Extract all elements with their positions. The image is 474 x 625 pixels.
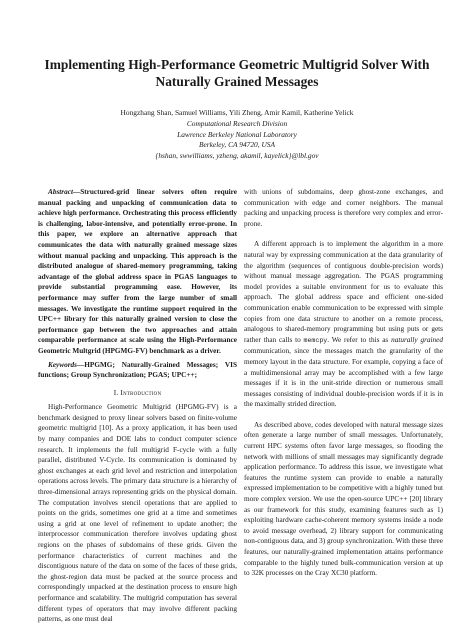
author-block: [40, 108, 434, 162]
right-column: [244, 187, 443, 579]
keywords-label: Keywords: [48, 360, 77, 369]
author-lab: Lawrence Berkeley National Laboratory: [177, 129, 297, 139]
intro-paragraph-2-part-b: . We refer to this as: [327, 335, 392, 344]
section-heading-introduction: I. Introduction: [113, 388, 162, 397]
author-names: Hongzhang Shan, Samuel Williams, Yili Zheng, Amir Kamil, Katherine Yelick: [120, 108, 354, 117]
left-column: [38, 187, 237, 625]
keywords-text: HPGMG; Naturally-Grained Messages; VIS functions; Group Synchronization; PGAS; UPC++;: [38, 360, 237, 380]
paper-title: Implementing High-Performance Geometric Multigrid Solver With Naturally Grained Messages: [44, 57, 430, 89]
author-emails: {hshan, swwilliams, yzheng, akamil, kayelick}@lbl.gov: [155, 151, 319, 161]
intro-paragraph-1-continued: with unions of subdomains, deep ghost-zone exchanges, and communication with edge and corner neighbors. The manual packing and unpacking process is therefore very complex and error-prone.: [244, 188, 443, 228]
abstract: Abstract—Structured-grid linear solvers often require manual packing and unpacking of communication data to achieve high performance. Orchestrating this process efficiently is challenging, labor-intensive, and potentially error-prone. In this paper, we explore an alternative approach that communicates the data with naturally grained message sizes without manual packing and unpacking. This approach is the distributed analogue of shared-memory programming, taking advantage of the global address space in PGAS languages to provide substantial programming ease. However, its performance may suffer from the large number of small messages. We investigate the runtime support required in the UPC++ library for this naturally grained version to close the performance gap between the two approaches and attain comparable performance at scale using the High-Performance Geometric Multgrid (HPGMG-FV) benchmark as a driver.: [38, 188, 237, 355]
author-division: Computational Research Division: [186, 118, 288, 128]
intro-paragraph-2-part-c: communication, since the messages match the granularity of the memory layout in the data structure. For example, copying a face of a multidimensional array may be accomplished with a few large messages if it is in the unit-stride direction or numerous small messages consisting of individual double-precision words if it is in the maximally strided direction.: [244, 347, 443, 409]
intro-paragraph-2-part-a: A different approach is to implement the algorithm in a more natural way by expressing communication at the data granularity of the algorithm (sequences of contiguous double-precision words) without manual message aggregation. The PGAS programming model provides a suitable environment for us to evaluate this approach. The global address space and efficient one-sided communication enable communication to be expressed with simple copies from one data structure to another on a remote process, analogous to shared-memory programming but using puts or gets rather than calls to: [244, 240, 443, 344]
intro-paragraph-3: As described above, codes developed with natural message sizes often generate a large number of small messages. Unfortunately, current HPC systems often favor large messages, so flooding the network with millions of small messages may significantly degrade application performance. To address this issue, we investigate what features the runtime system can provide to enable a naturally expressed implementation to be competitive with a highly tuned but more complex version. We use the open-source UPC++ [20] library as our framework for this study, examining features such as 1) exploiting hardware cache-coherent memory systems inside a node to avoid message overhead, 2) library support for communicating non-contiguous data, and 3) group synchronization. With these three features, our naturally-grained implementation attains performance comparable to the highly tuned bulk-communication version at up to 32K processes on the Cray XC30 platform.: [244, 420, 443, 578]
naturally-grained-term: naturally grained: [391, 335, 443, 344]
intro-paragraph-2: [244, 239, 443, 410]
abstract-label: Abstract: [48, 188, 73, 196]
abstract-text: Structured-grid linear solvers often require manual packing and unpacking of communication data to achieve high performance. Orchestrating this process efficiently is challenging, labor-intensive, and potentially error-prone. In this paper, we explore an alternative approach that communicates the data with naturally grained message sizes without manual packing and unpacking. This approach is the distributed analogue of shared-memory programming, taking advantage of the global address space in PGAS languages to provide substantial programming ease. However, its performance may suffer from the large number of small messages. We investigate the runtime support required in the UPC++ library for this naturally grained version to close the performance gap between the two approaches and attain comparable performance at scale using the High-Performance Geometric Multgrid (HPGMG-FV) benchmark as a driver.: [38, 188, 237, 355]
keywords: Keywords—HPGMG; Naturally-Grained Messages; VIS functions; Group Synchronization; PGAS; UPC++;: [38, 360, 237, 380]
memcpy-code: memcpy: [303, 336, 328, 344]
author-location: Berkeley, CA 94720, USA: [198, 140, 275, 150]
intro-paragraph-1: High-Performance Geometric Multigrid (HPGMG-FV) is a benchmark designed to proxy linear solvers based on finite-volume geometric multigrid [10]. As a proxy application, it has been used by many companies and DOE labs to conduct computer science research. It implements the full multigrid F-cycle with a fully parallel, distributed V-Cycle. Its communication is dominated by ghost exchanges at each grid level and restriction and interpolation operations across levels. The primary data structure is a hierarchy of three-dimensional arrays representing grids on the physical domain. The computation involves stencil operations that are applied to points on the grids, sometimes one grid at a time and sometimes using a grid at one level of refinement to update another; the interprocessor communication therefore involves updating ghost regions on the phases of subdomains of these grids. Given the performance characteristics of current machines and the discontiguous nature of the data on some of the faces of these grids, the ghost-region data must be packed at the source process and correspondingly unpacked at the destination process to ensure high performance and scalability. The multigrid computation has several different types of operators that may involve different packing patterns, as one must deal: [38, 403, 237, 624]
